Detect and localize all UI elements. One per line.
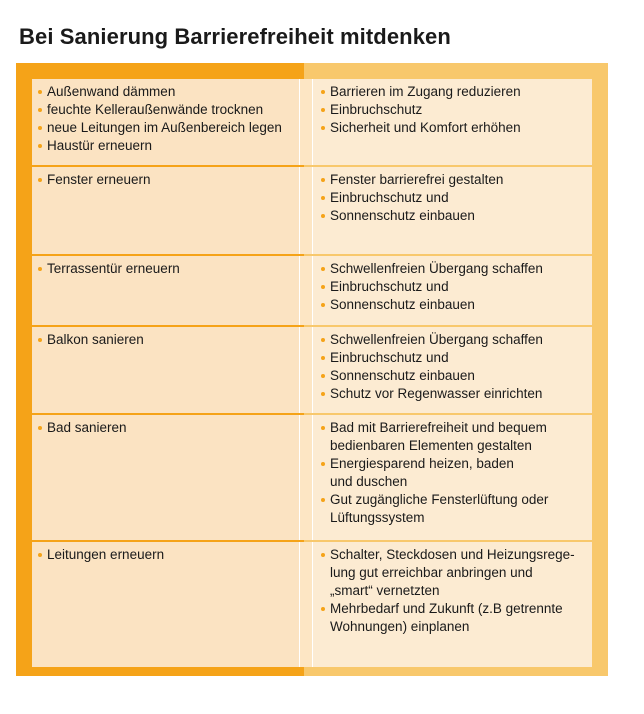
page-title: Bei Sanierung Barrierefreiheit mitdenken — [19, 24, 451, 49]
measure-item: Leitungen erneuern — [37, 546, 297, 564]
accessibility-item — [320, 491, 588, 527]
accessibility-item-line: „smart“ vernetzten — [330, 583, 440, 598]
accessibility-item: Schwellenfreien Übergang schaffen — [320, 260, 588, 278]
accessibility-list — [320, 419, 588, 527]
accessibility-cell — [313, 327, 592, 413]
measure-cell — [32, 415, 299, 540]
measure-item: Terrassentür erneuern — [37, 260, 297, 278]
accessibility-item: Einbruchschutz und — [320, 278, 588, 296]
accessibility-item-line: Energiesparend heizen, baden — [330, 456, 514, 471]
accessibility-item-line: lung gut erreichbar anbringen und — [330, 565, 533, 580]
measure-list — [37, 171, 297, 189]
measure-list — [37, 419, 297, 437]
measure-item: feuchte Kelleraußenwände trocknen — [37, 101, 297, 119]
column-gap — [299, 415, 313, 540]
accessibility-item — [320, 600, 588, 636]
measure-list — [37, 331, 297, 349]
measure-cell — [32, 256, 299, 325]
measure-item: Außenwand dämmen — [37, 83, 297, 101]
accessibility-list — [320, 83, 588, 137]
accessibility-item — [320, 546, 588, 600]
column-gap — [299, 327, 313, 413]
accessibility-item: Schutz vor Regenwasser einrichten — [320, 385, 588, 403]
accessibility-list — [320, 260, 588, 314]
accessibility-cell — [313, 542, 592, 667]
measure-list — [37, 260, 297, 278]
measure-item: Haustür erneuern — [37, 137, 297, 155]
accessibility-cell — [313, 256, 592, 325]
accessibility-item-line: Mehrbedarf und Zukunft (z.B getrennte — [330, 601, 563, 616]
accessibility-list — [320, 331, 588, 403]
accessibility-item: Einbruchschutz und — [320, 189, 588, 207]
accessibility-item: Einbruchschutz und — [320, 349, 588, 367]
accessibility-item-line: Lüftungssystem — [330, 510, 425, 525]
accessibility-item — [320, 455, 588, 491]
accessibility-item-line: Bad mit Barrierefreiheit und bequem — [330, 420, 547, 435]
accessibility-item-line: Gut zugängliche Fensterlüftung oder — [330, 492, 549, 507]
accessibility-list — [320, 171, 588, 225]
renovation-table — [16, 63, 608, 676]
measure-cell — [32, 542, 299, 667]
accessibility-cell — [313, 79, 592, 165]
accessibility-item — [320, 419, 588, 455]
measure-list — [37, 546, 297, 564]
accessibility-cell — [313, 167, 592, 254]
column-gap — [299, 79, 313, 165]
accessibility-item: Sonnenschutz einbauen — [320, 296, 588, 314]
accessibility-item: Sonnenschutz einbauen — [320, 367, 588, 385]
accessibility-item-line: Wohnungen) einplanen — [330, 619, 470, 634]
accessibility-item: Schwellenfreien Übergang schaffen — [320, 331, 588, 349]
measure-cell — [32, 79, 299, 165]
measure-list — [37, 83, 297, 155]
accessibility-item: Fenster barrierefrei gestalten — [320, 171, 588, 189]
measure-item: Bad sanieren — [37, 419, 297, 437]
measure-cell — [32, 327, 299, 413]
accessibility-item-line: bedienbaren Elementen gestalten — [330, 438, 532, 453]
column-gap — [299, 256, 313, 325]
accessibility-item: Barrieren im Zugang reduzieren — [320, 83, 588, 101]
accessibility-item-line: und duschen — [330, 474, 408, 489]
column-gap — [299, 542, 313, 667]
column-gap — [299, 167, 313, 254]
measure-item: neue Leitungen im Außenbereich legen — [37, 119, 297, 137]
accessibility-item-line: Schalter, Steckdosen und Heizungsrege- — [330, 547, 575, 562]
accessibility-item: Sicherheit und Komfort erhöhen — [320, 119, 588, 137]
accessibility-item: Einbruchschutz — [320, 101, 588, 119]
measure-item: Balkon sanieren — [37, 331, 297, 349]
measure-item: Fenster erneuern — [37, 171, 297, 189]
table-grid — [32, 79, 592, 662]
measure-cell — [32, 167, 299, 254]
accessibility-item: Sonnenschutz einbauen — [320, 207, 588, 225]
accessibility-list — [320, 546, 588, 636]
accessibility-cell — [313, 415, 592, 540]
